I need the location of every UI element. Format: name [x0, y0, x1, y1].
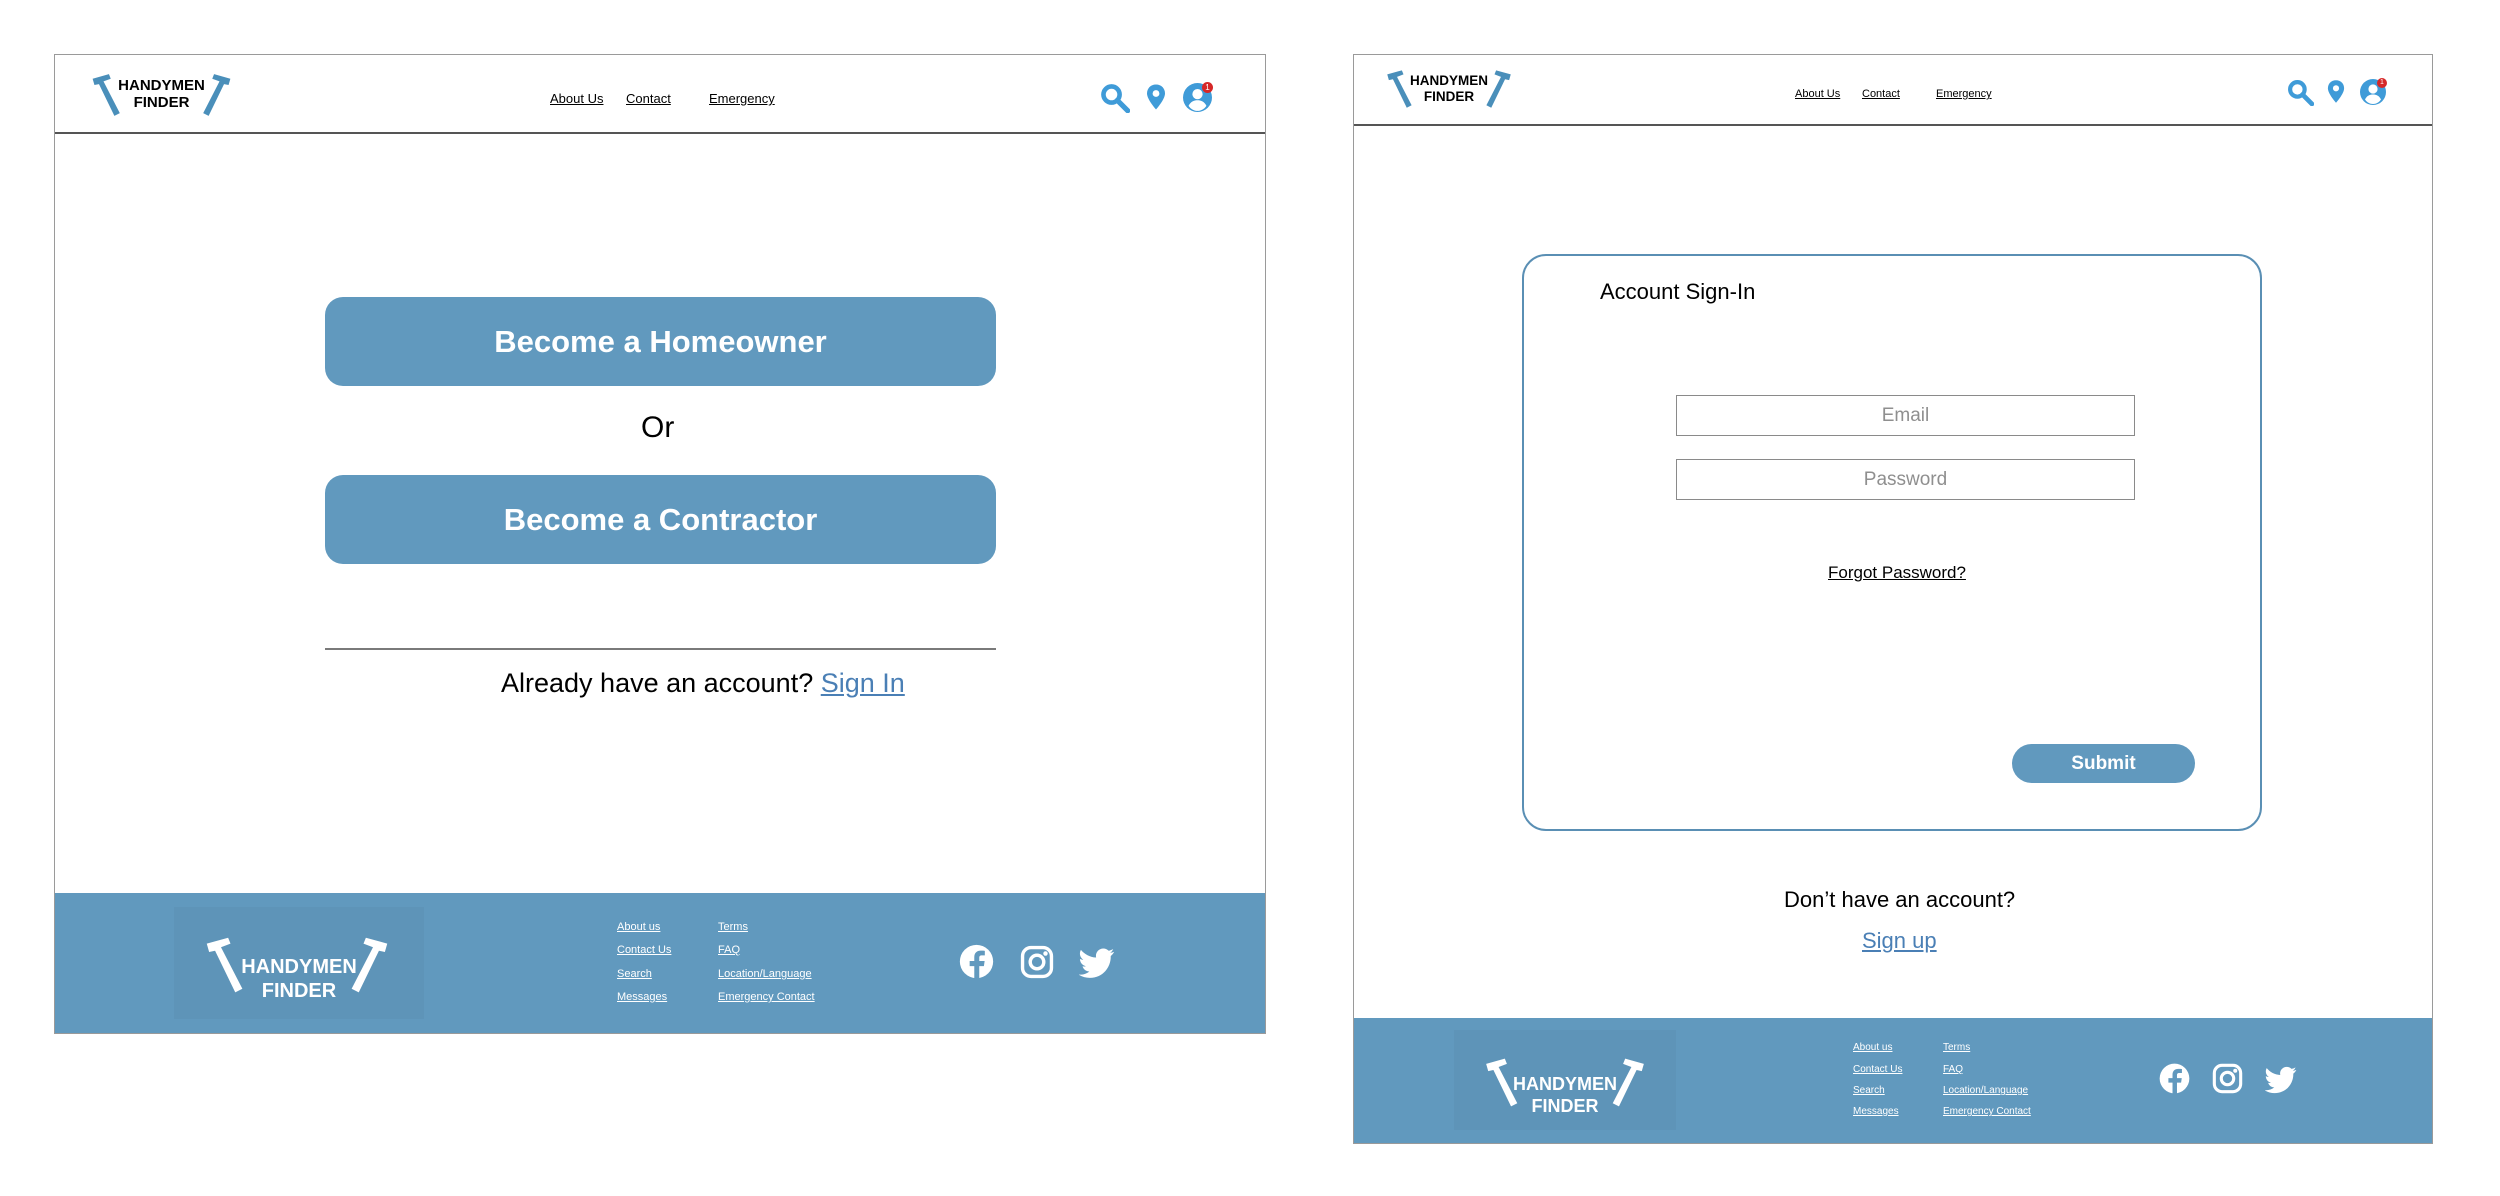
section-divider: [325, 648, 996, 650]
password-field[interactable]: [1676, 459, 2135, 500]
footer-logo[interactable]: [174, 907, 424, 1019]
site-footer: [1354, 1018, 2432, 1143]
footer-contact-us[interactable]: Contact Us: [617, 944, 672, 956]
notification-badge: [2377, 78, 2387, 88]
footer-faq[interactable]: FAQ: [1943, 1064, 1964, 1075]
nav-emergency[interactable]: Emergency: [1936, 88, 1992, 100]
signup-link[interactable]: Sign up: [1862, 928, 1937, 953]
facebook-icon[interactable]: [958, 943, 995, 980]
signup-choice-screen: [54, 54, 1266, 1034]
footer-search[interactable]: Search: [1853, 1085, 1885, 1096]
nav-contact[interactable]: Contact: [1862, 88, 1900, 100]
no-account-text: Don’t have an account?: [1784, 887, 2016, 912]
instagram-icon[interactable]: [2212, 1063, 2243, 1094]
site-header: [1354, 55, 2432, 126]
footer-logo-line2: FINDER: [1531, 1095, 1599, 1116]
footer-location-language[interactable]: Location/Language: [718, 968, 812, 980]
submit-button[interactable]: Submit: [2012, 744, 2195, 783]
footer-logo-line1: HANDYMEN: [241, 956, 357, 978]
footer-about-us[interactable]: About us: [1853, 1042, 1893, 1053]
nav-emergency[interactable]: Emergency: [709, 91, 775, 106]
signin-card-title: Account Sign-In: [1600, 279, 1756, 304]
logo-line1: HANDYMEN: [118, 77, 205, 94]
footer-about-us[interactable]: About us: [617, 921, 661, 933]
instagram-icon[interactable]: [1020, 945, 1054, 979]
header-logo[interactable]: [89, 69, 234, 121]
footer-logo-line2: FINDER: [261, 980, 337, 1002]
facebook-icon[interactable]: [2158, 1062, 2191, 1095]
notification-badge: [1202, 82, 1213, 93]
footer-messages[interactable]: Messages: [1853, 1106, 1899, 1117]
twitter-icon[interactable]: [1079, 943, 1116, 980]
location-pin-icon[interactable]: [1146, 83, 1166, 111]
logo-line1: HANDYMEN: [1409, 73, 1488, 88]
logo-line2: FINDER: [133, 94, 190, 112]
site-footer: [55, 893, 1265, 1033]
search-icon[interactable]: [1100, 83, 1130, 113]
forgot-password-link[interactable]: Forgot Password?: [1828, 563, 1966, 582]
footer-emergency-contact[interactable]: Emergency Contact: [718, 991, 815, 1003]
notification-count: 1: [1205, 83, 1210, 92]
become-contractor-button[interactable]: Become a Contractor: [325, 475, 996, 564]
footer-terms[interactable]: Terms: [1943, 1042, 1971, 1053]
site-header: [55, 55, 1265, 134]
signin-prompt: [501, 668, 905, 699]
nav-about-us[interactable]: About Us: [550, 91, 604, 106]
email-field[interactable]: [1676, 395, 2135, 436]
signin-link[interactable]: Sign In: [820, 668, 905, 698]
footer-faq[interactable]: FAQ: [718, 944, 741, 956]
nav-contact[interactable]: Contact: [626, 91, 671, 106]
or-separator-text: Or: [641, 411, 675, 444]
logo-line2: FINDER: [1423, 88, 1475, 104]
nav-about-us[interactable]: About Us: [1795, 88, 1841, 100]
footer-location-language[interactable]: Location/Language: [1943, 1085, 2029, 1096]
footer-logo-line1: HANDYMEN: [1512, 1074, 1617, 1094]
account-prompt-text: Already have an account?: [501, 668, 814, 698]
footer-emergency-contact[interactable]: Emergency Contact: [1943, 1106, 2031, 1117]
footer-contact-us[interactable]: Contact Us: [1853, 1064, 1903, 1075]
notification-count: 1: [2380, 79, 2384, 86]
become-homeowner-button[interactable]: Become a Homeowner: [325, 297, 996, 386]
footer-search[interactable]: Search: [617, 968, 652, 980]
twitter-icon[interactable]: [2265, 1062, 2298, 1095]
location-pin-icon[interactable]: [2327, 79, 2345, 104]
footer-logo[interactable]: [1454, 1030, 1676, 1130]
search-icon[interactable]: [2287, 79, 2314, 106]
signin-card: [1522, 254, 2262, 831]
signin-screen: [1353, 54, 2433, 1144]
footer-terms[interactable]: Terms: [718, 921, 748, 933]
footer-messages[interactable]: Messages: [617, 991, 668, 1003]
header-logo[interactable]: [1384, 66, 1514, 112]
